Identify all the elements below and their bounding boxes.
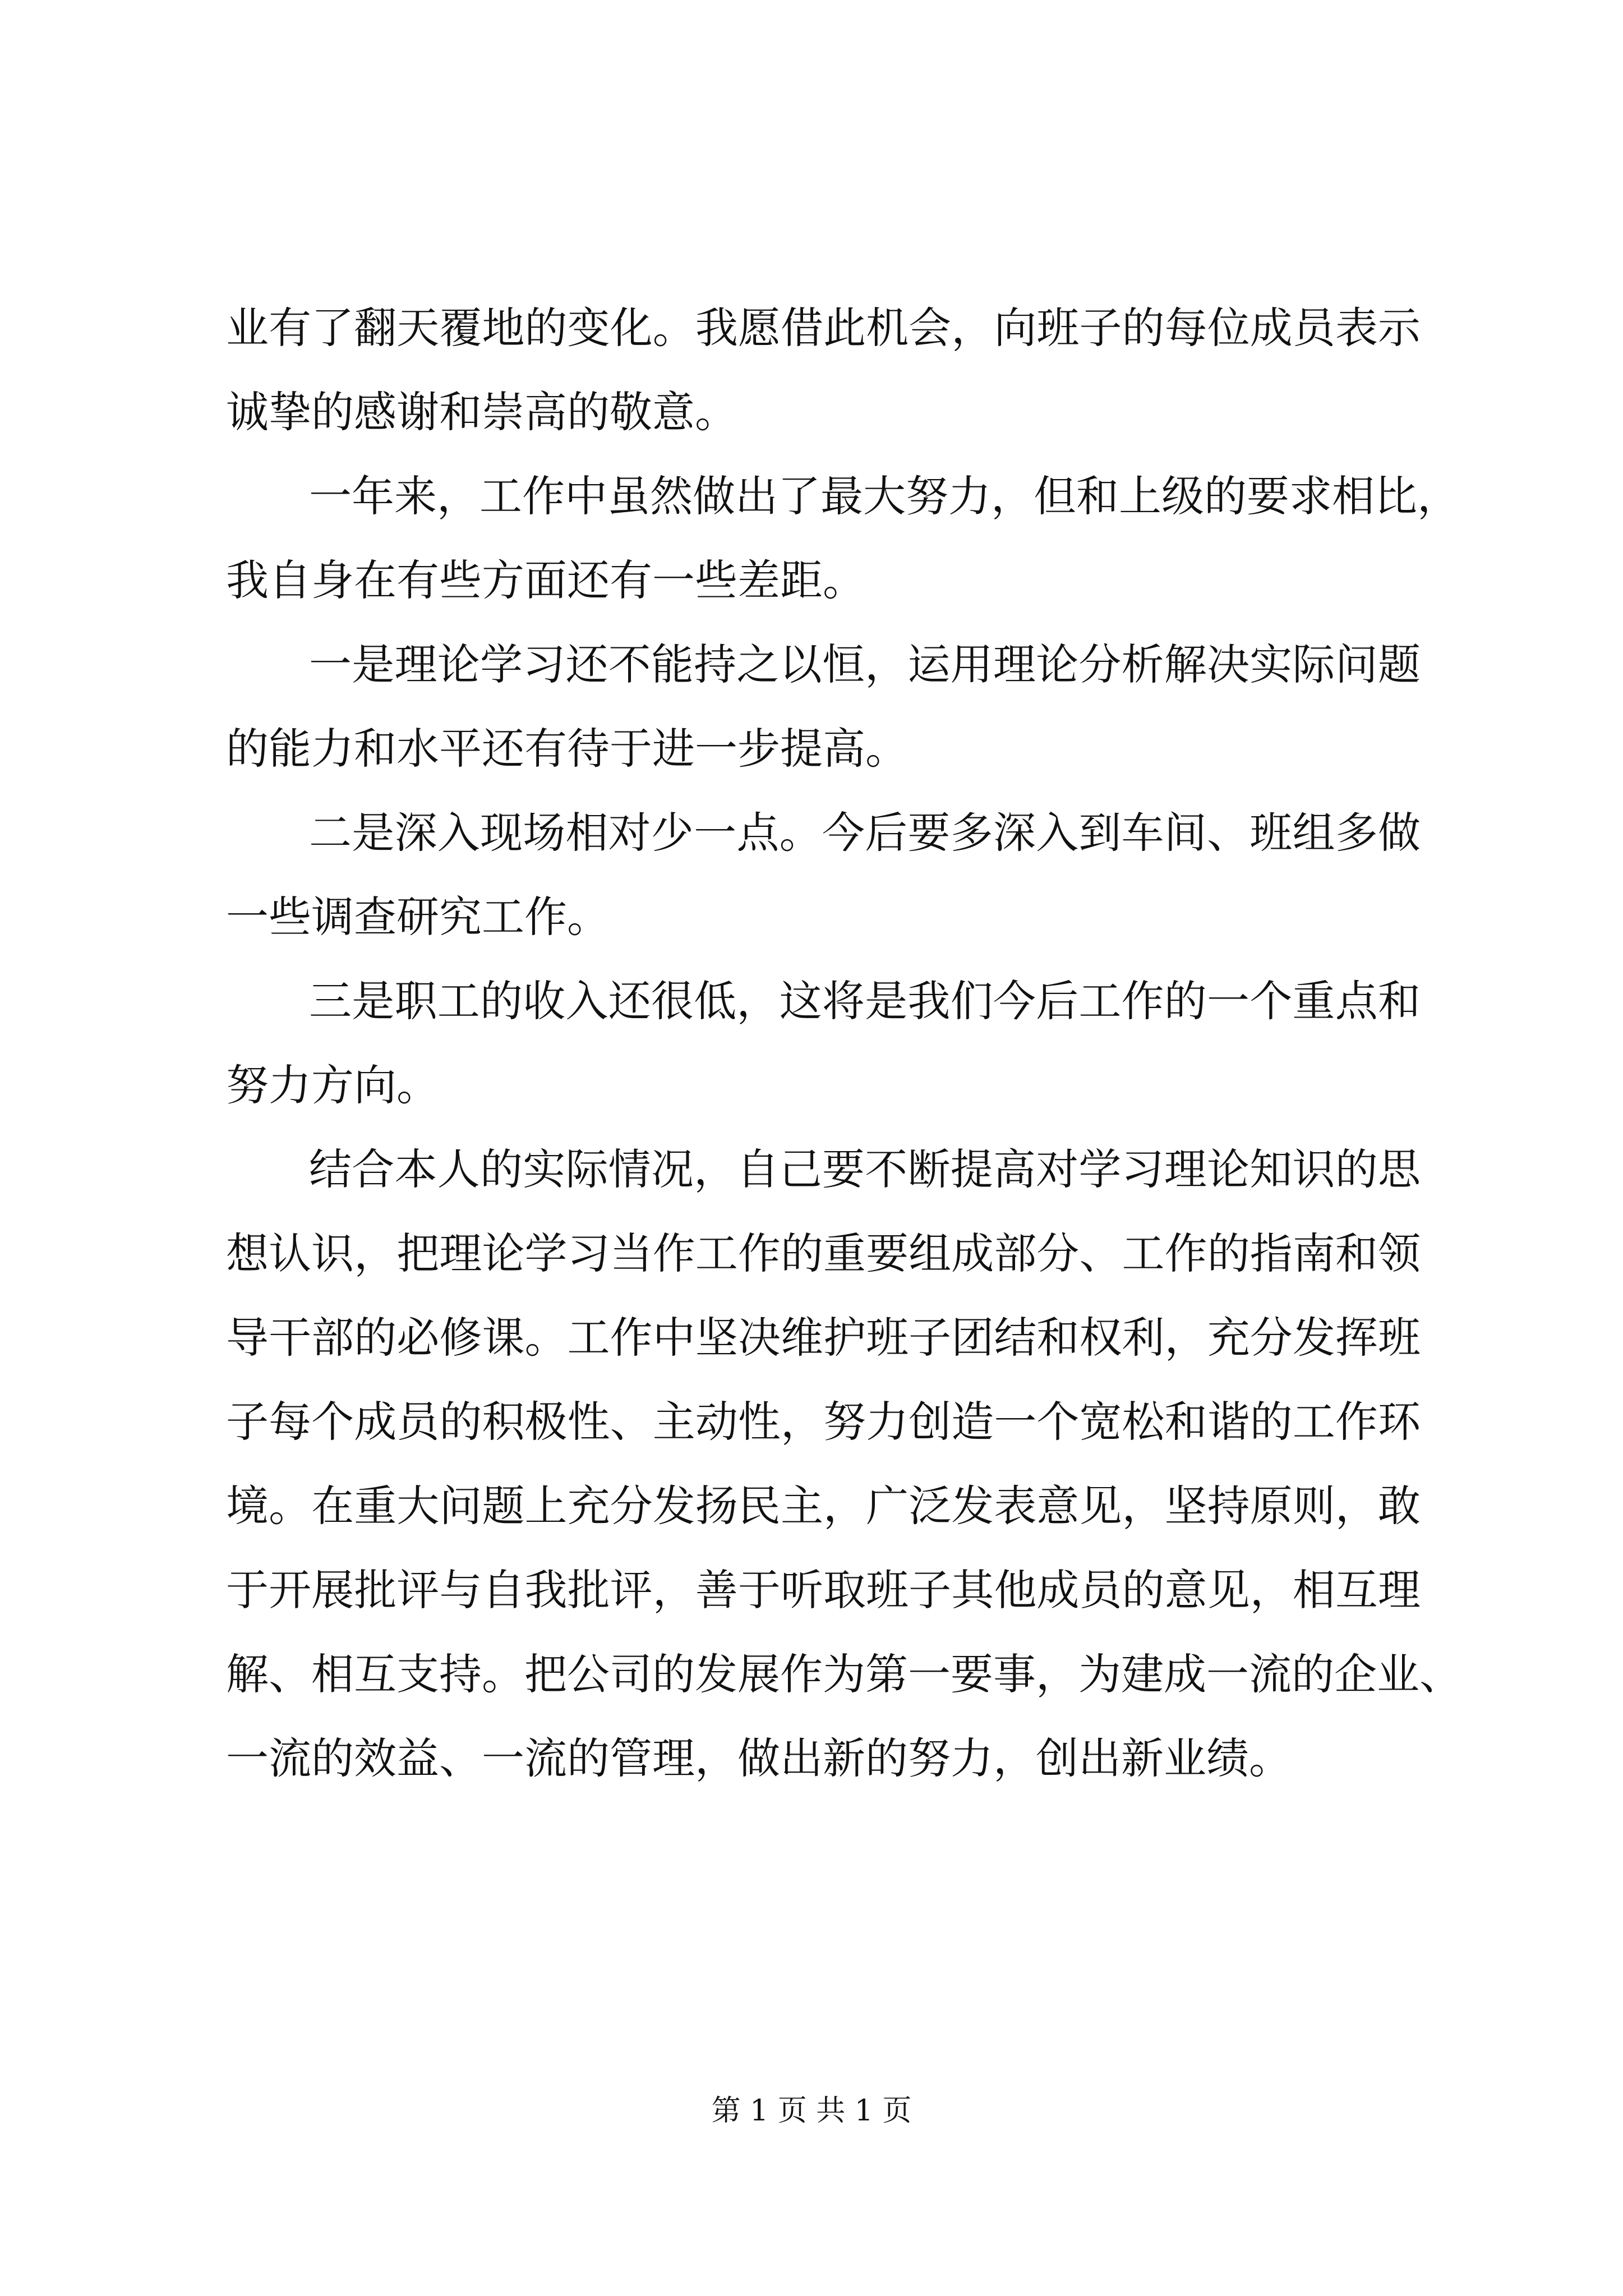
text-line: 一是理论学习还不能持之以恒，运用理论分析解决实际问题 xyxy=(309,639,1421,689)
text-line: 解、相互支持。把公司的发展作为第一要事，为建成一流的企业、 xyxy=(226,1649,1462,1699)
text-line: 我自身在有些方面还有一些差距。 xyxy=(226,555,865,605)
text-line: 结合本人的实际情况，自己要不断提高对学习理论知识的思 xyxy=(309,1144,1421,1194)
text-line: 的能力和水平还有待于进一步提高。 xyxy=(226,724,908,774)
page-number-label: 第 1 页 共 1 页 xyxy=(711,2094,912,2128)
text-line: 三是职工的收入还很低，这将是我们今后工作的一个重点和 xyxy=(309,976,1421,1026)
text-line: 境。在重大问题上充分发扬民主，广泛发表意见，坚持原则，敢 xyxy=(226,1481,1421,1531)
text-line: 一些调查研究工作。 xyxy=(226,892,610,942)
text-line: 子每个成员的积极性、主动性，努力创造一个宽松和谐的工作环 xyxy=(226,1397,1421,1447)
text-line: 二是深入现场相对少一点。今后要多深入到车间、班组多做 xyxy=(309,808,1421,858)
text-line: 诚挚的感谢和崇高的敬意。 xyxy=(226,387,737,437)
page-footer xyxy=(0,2087,1623,2129)
text-line: 导干部的必修课。工作中坚决维护班子团结和权利，充分发挥班 xyxy=(226,1313,1421,1363)
document-body xyxy=(226,286,1462,1801)
text-line: 努力方向。 xyxy=(226,1060,439,1110)
text-line: 一年来，工作中虽然做出了最大努力，但和上级的要求相比， xyxy=(309,471,1460,521)
text-line: 业有了翻天覆地的变化。我愿借此机会，向班子的每位成员表示 xyxy=(226,303,1421,353)
text-line: 一流的效益、一流的管理，做出新的努力，创出新业绩。 xyxy=(226,1733,1292,1783)
text-line: 于开展批评与自我批评，善于听取班子其他成员的意见，相互理 xyxy=(226,1565,1421,1615)
text-line: 想认识，把理论学习当作工作的重要组成部分、工作的指南和领 xyxy=(226,1228,1421,1278)
